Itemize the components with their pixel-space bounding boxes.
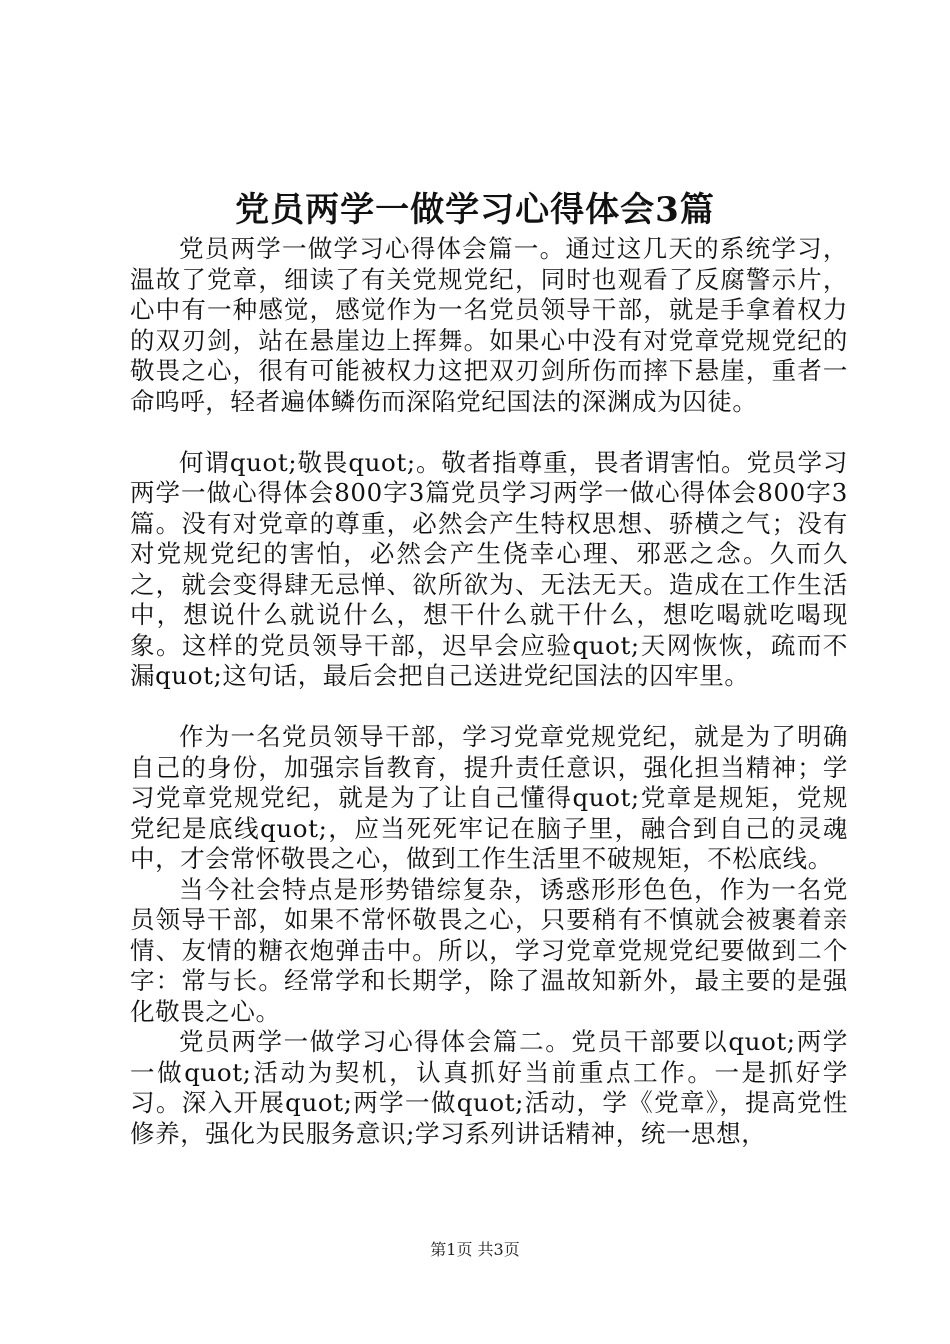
document-body — [130, 234, 848, 1149]
document-title: 党员两学一做学习心得体会3篇 — [235, 190, 715, 230]
paragraph-3: 作为一名党员领导干部，学习党章党规党纪，就是为了明确自己的身份，加强宗旨教育，提升责任意识，强化担当精神；学习党章党规党纪，就是为了让自己懂得quot;党章是规矩，党规党纪是底线quot;，应当死死牢记在脑子里，融合到自己的灵魂中，才会常怀敬畏之心，做到工作生活里不破规矩，不松底线。 — [130, 722, 848, 873]
paragraph-2: 何谓quot;敬畏quot;。敬者指尊重，畏者谓害怕。党员学习两学一做心得体会800字3篇党员学习两学一做心得体会800字3篇。没有对党章的尊重，必然会产生特权思想、骄横之气；没有对党规党纪的害怕，必然会产生侥幸心理、邪恶之念。久而久之，就会变得肆无忌惮、欲所欲为、无法无天。造成在工作生活中，想说什么就说什么，想干什么就干什么，想吃喝就吃喝现象。这样的党员领导干部，迟早会应验quot;天网恢恢，疏而不漏quot;这句话，最后会把自己送进党纪国法的囚牢里。 — [130, 447, 848, 690]
page-number-footer: 第1页 共3页 — [430, 1240, 520, 1259]
paragraph-5: 党员两学一做学习心得体会篇二。党员干部要以quot;两学一做quot;活动为契机，认真抓好当前重点工作。一是抓好学习。深入开展quot;两学一做quot;活动，学《党章》，提高党性修养，强化为民服务意识;学习系列讲话精神，统一思想， — [130, 1027, 848, 1148]
paragraph-4: 当今社会特点是形势错综复杂，诱惑形形色色，作为一名党员领导干部，如果不常怀敬畏之心，只要稍有不慎就会被裹着亲情、友情的糖衣炮弹击中。所以，学习党章党规党纪要做到二个字：常与长。经常学和长期学，除了温故知新外，最主要的是强化敬畏之心。 — [130, 874, 848, 1026]
paragraph-1: 党员两学一做学习心得体会篇一。通过这几天的系统学习，温故了党章，细读了有关党规党纪，同时也观看了反腐警示片，心中有一种感觉，感觉作为一名党员领导干部，就是手拿着权力的双刃剑，站在悬崖边上挥舞。如果心中没有对党章党规党纪的敬畏之心，很有可能被权力这把双刃剑所伤而摔下悬崖，重者一命呜呼，轻者遍体鳞伤而深陷党纪国法的深渊成为囚徒。 — [130, 234, 848, 416]
